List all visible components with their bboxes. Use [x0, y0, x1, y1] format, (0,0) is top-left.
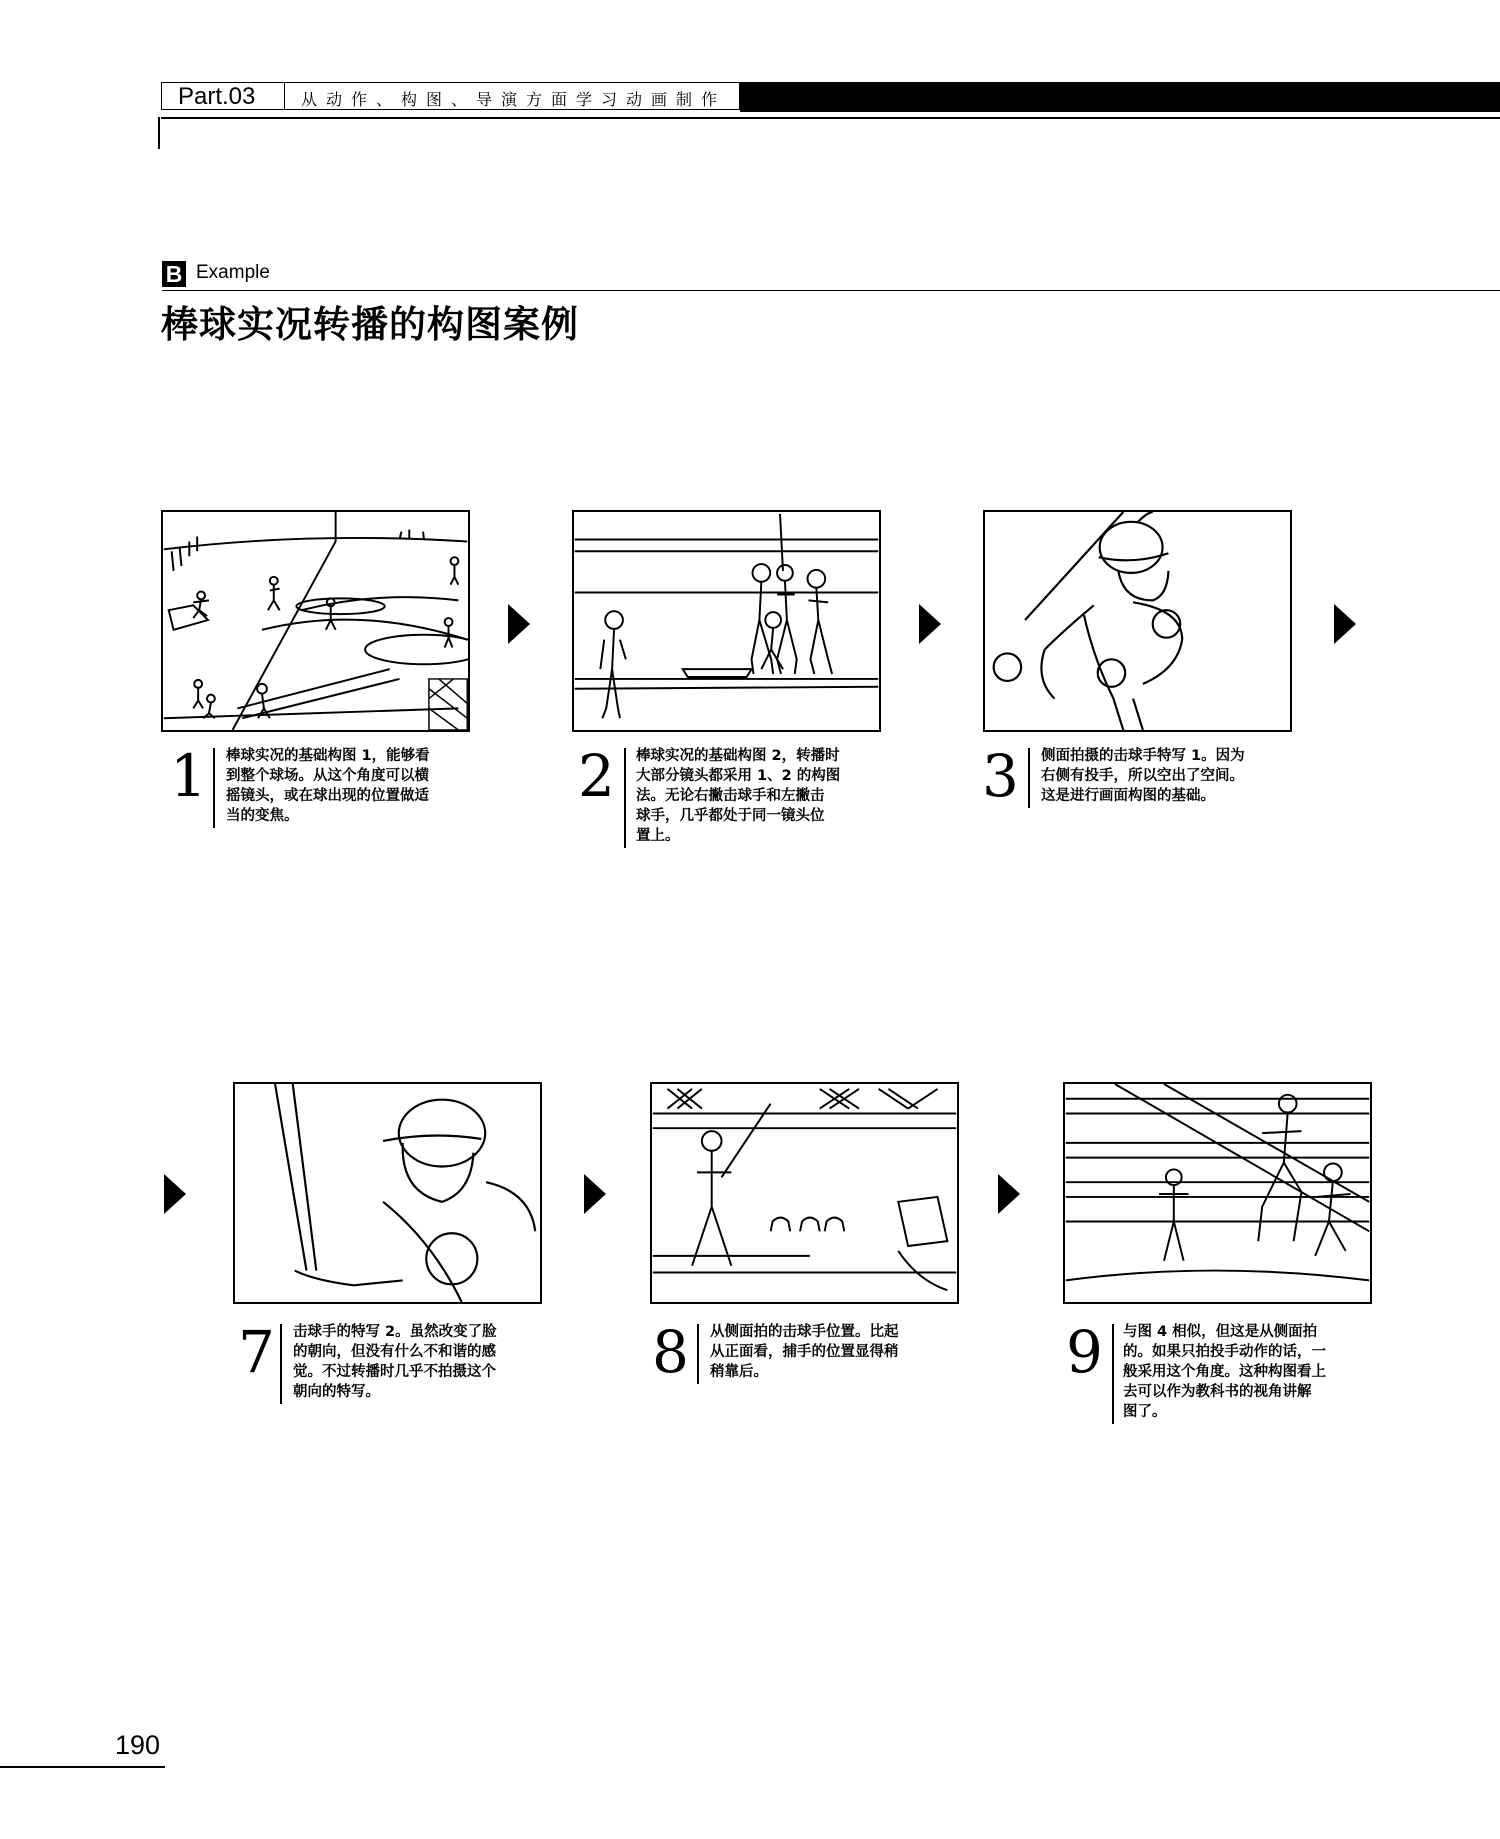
caption-line: 棒球实况的基础构图 1，能够看: [226, 748, 430, 764]
footer-rule: [0, 1766, 165, 1768]
panel-7-divider: [280, 1324, 282, 1404]
caption-line: 般采用这个角度。这种构图看上: [1123, 1364, 1326, 1380]
panel-9-caption: [1123, 1322, 1383, 1422]
caption-line: 置上。: [636, 828, 680, 844]
chapter-subtitle-box: [284, 82, 740, 110]
panel-1-divider: [213, 748, 215, 828]
panel-9-divider: [1112, 1324, 1114, 1424]
caption-line: 球手，几乎都处于同一镜头位: [636, 808, 825, 824]
caption-line: 的。如果只拍投手动作的话，一: [1123, 1344, 1326, 1360]
caption-line: 从正面看，捕手的位置显得稍: [710, 1344, 899, 1360]
sequence-arrow: [998, 1174, 1020, 1214]
part-label-box: [161, 82, 285, 110]
storyboard-frame-8: [650, 1082, 959, 1304]
panel-7-caption: [293, 1322, 553, 1402]
caption-line: 的朝向，但没有什么不和谐的感: [293, 1344, 496, 1360]
caption-line: 侧面拍摄的击球手特写 1。因为: [1041, 748, 1245, 764]
caption-line: 当的变焦。: [226, 808, 299, 824]
caption-line: 这是进行画面构图的基础。: [1041, 788, 1215, 804]
panel-8-caption: [710, 1322, 970, 1382]
caption-line: 从侧面拍的击球手位置。比起: [710, 1324, 899, 1340]
page-title: 棒球实况转播的构图案例: [161, 303, 579, 346]
section-label: Example: [196, 262, 270, 283]
storyboard-frame-1: [161, 510, 470, 732]
panel-3-number: 3: [982, 742, 1019, 810]
caption-line: 右侧有投手，所以空出了空间。: [1041, 768, 1244, 784]
sequence-arrow: [164, 1174, 186, 1214]
header-rule: [161, 117, 1500, 119]
panel-3-caption: [1041, 746, 1301, 806]
caption-line: 朝向的特写。: [293, 1384, 380, 1400]
header-tick: [158, 117, 160, 149]
sequence-arrow: [508, 604, 530, 644]
sequence-arrow: [919, 604, 941, 644]
part-label: Part.03: [178, 83, 256, 110]
chapter-subtitle: 从动作、构图、导演方面学习动画制作: [301, 90, 727, 109]
sequence-arrow: [1334, 604, 1356, 644]
caption-line: 图了。: [1123, 1404, 1167, 1420]
panel-2-number: 2: [578, 742, 615, 810]
section-badge: B: [162, 261, 186, 287]
panel-2-caption: [636, 746, 896, 846]
caption-line: 与图 4 相似，但这是从侧面拍: [1123, 1324, 1318, 1340]
panel-3-divider: [1028, 748, 1030, 808]
panel-8-divider: [697, 1324, 699, 1384]
header-black-bar: [740, 82, 1500, 112]
caption-line: 大部分镜头都采用 1、2 的构图: [636, 768, 841, 784]
panel-8-number: 8: [652, 1318, 689, 1386]
storyboard-frame-3: [983, 510, 1292, 732]
caption-line: 击球手的特写 2。虽然改变了脸: [293, 1324, 497, 1340]
caption-line: 摇镜头，或在球出现的位置做适: [226, 788, 429, 804]
caption-line: 法。无论右撇击球手和左撇击: [636, 788, 825, 804]
panel-7-number: 7: [238, 1318, 275, 1386]
caption-line: 去可以作为教科书的视角讲解: [1123, 1384, 1312, 1400]
storyboard-frame-7: [233, 1082, 542, 1304]
panel-1-number: 1: [170, 742, 207, 810]
caption-line: 觉。不过转播时几乎不拍摄这个: [293, 1364, 496, 1380]
caption-line: 稍靠后。: [710, 1364, 768, 1380]
panel-2-divider: [624, 748, 626, 848]
caption-line: 棒球实况的基础构图 2，转播时: [636, 748, 840, 764]
sequence-arrow: [584, 1174, 606, 1214]
storyboard-frame-2: [572, 510, 881, 732]
storyboard-frame-9: [1063, 1082, 1372, 1304]
panel-1-caption: [226, 746, 486, 826]
section-rule: [162, 290, 1500, 291]
caption-line: 到整个球场。从这个角度可以横: [226, 768, 429, 784]
panel-9-number: 9: [1066, 1318, 1103, 1386]
page-number: 190: [115, 1730, 161, 1760]
